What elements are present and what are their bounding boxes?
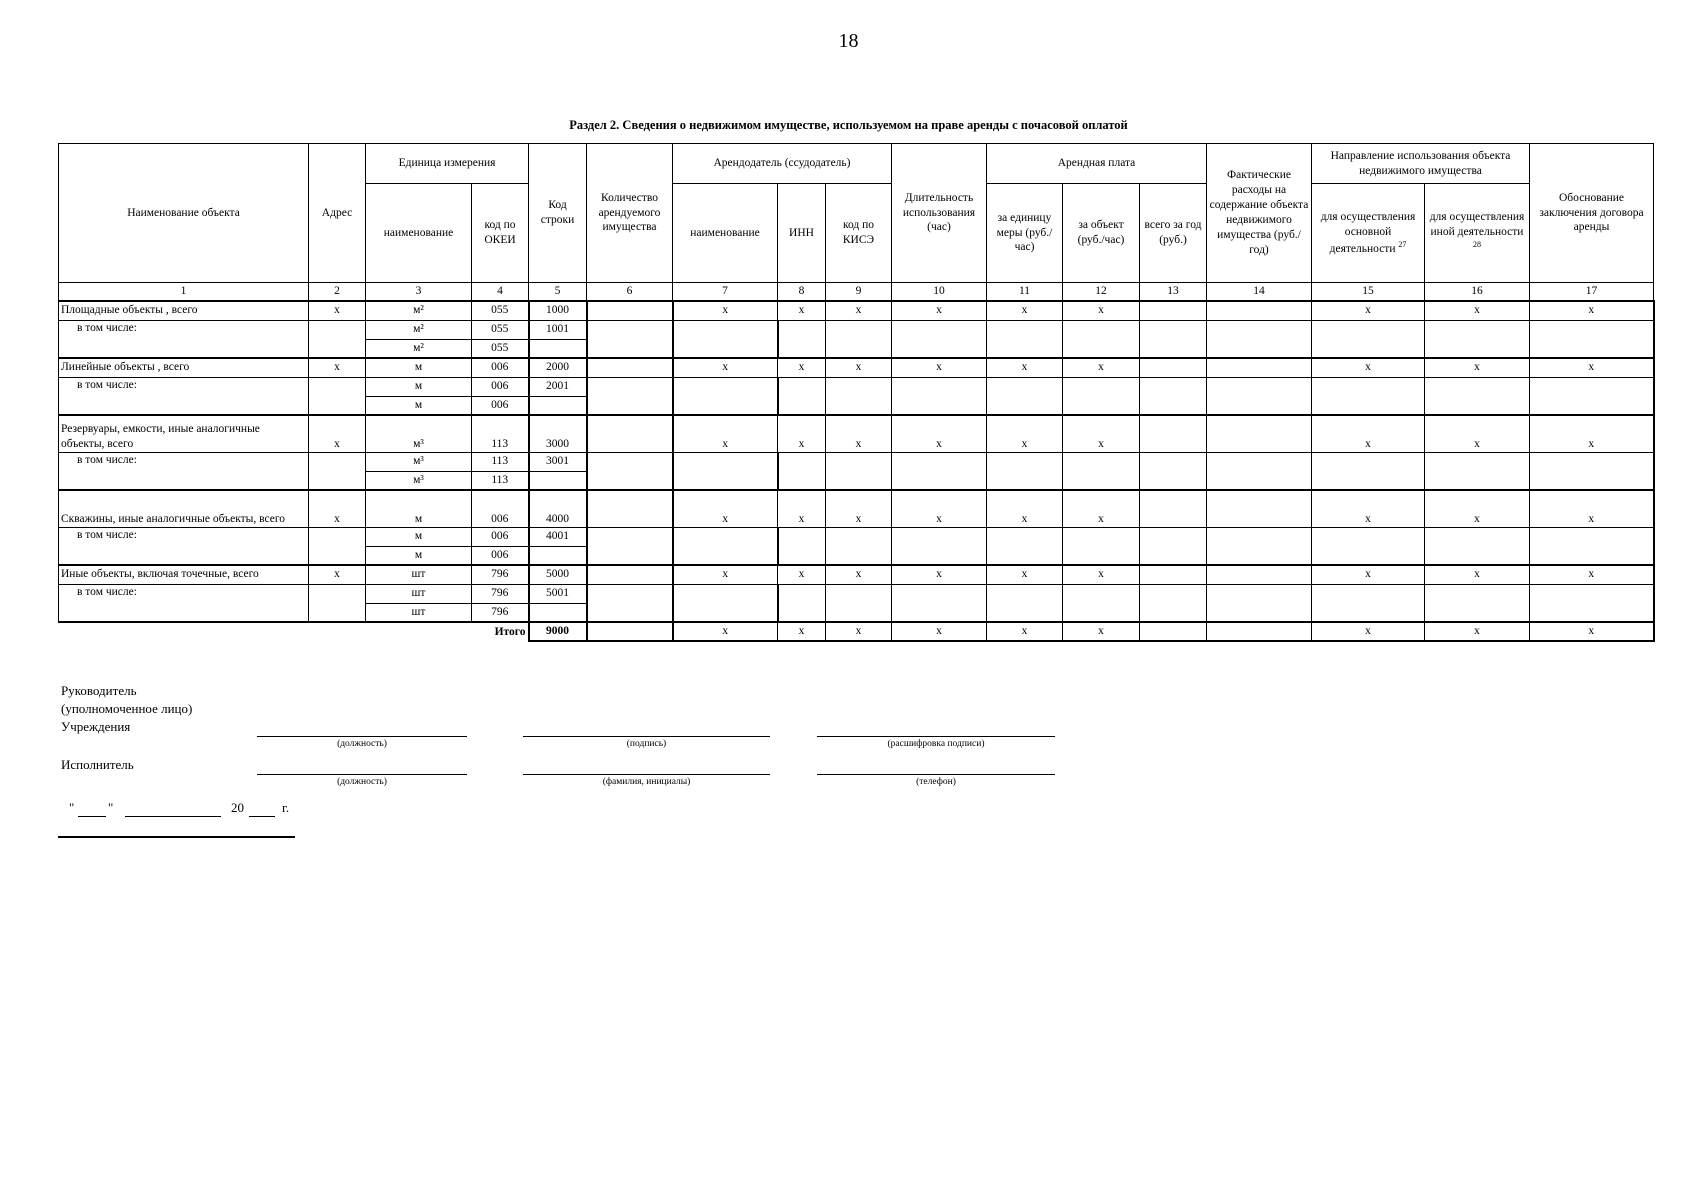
total-direction-main: x xyxy=(1312,622,1425,641)
column-number-10: 10 xyxy=(892,283,987,302)
row-rent-per-object: x xyxy=(1063,490,1140,527)
row-direction-other[interactable] xyxy=(1425,452,1530,490)
row-okei: 006 xyxy=(472,377,529,396)
row-direction-main[interactable] xyxy=(1312,527,1425,565)
row-lessor-name: x xyxy=(673,415,778,452)
row-actual-costs[interactable] xyxy=(1207,584,1312,622)
row-code: 5001 xyxy=(529,584,587,603)
row-direction-other: x xyxy=(1425,358,1530,377)
row-okei: 796 xyxy=(472,565,529,584)
row-rent-per-year[interactable] xyxy=(1140,377,1207,415)
row-direction-other[interactable] xyxy=(1425,320,1530,358)
row-address: x xyxy=(309,565,366,584)
row-quantity[interactable] xyxy=(587,565,673,584)
row-okei: 006 xyxy=(472,546,529,565)
header-rent-per-object: за объект (руб./час) xyxy=(1063,184,1140,283)
row-okei: 006 xyxy=(472,396,529,415)
executor-position-line xyxy=(257,774,467,775)
row-unit: шт xyxy=(366,565,472,584)
row-code[interactable] xyxy=(529,603,587,622)
row-name: Линейные объекты , всего xyxy=(59,358,309,377)
row-unit: м xyxy=(366,527,472,546)
row-direction-main: x xyxy=(1312,358,1425,377)
row-including-label: в том числе: xyxy=(59,320,309,358)
row-code[interactable] xyxy=(529,546,587,565)
footnote-27: 27 xyxy=(1398,239,1407,249)
row-code: 1000 xyxy=(529,301,587,320)
header-lessor-name: наименование xyxy=(673,184,778,283)
row-inn[interactable] xyxy=(778,584,826,622)
section-title: Раздел 2. Сведения о недвижимом имуществе, используемом на праве аренды с почасовой оплатой xyxy=(569,118,1128,132)
row-direction-main[interactable] xyxy=(1312,320,1425,358)
header-object-name: Наименование объекта xyxy=(59,144,309,283)
total-inn: x xyxy=(778,622,826,641)
row-inn[interactable] xyxy=(778,452,826,490)
row-code[interactable] xyxy=(529,339,587,358)
row-inn: x xyxy=(778,415,826,452)
row-actual-costs[interactable] xyxy=(1207,490,1312,527)
row-rent-per-object: x xyxy=(1063,415,1140,452)
row-rent-per-year[interactable] xyxy=(1140,452,1207,490)
total-quantity[interactable] xyxy=(587,622,673,641)
executor-position-caption: (должность) xyxy=(337,777,387,787)
row-okei: 006 xyxy=(472,358,529,377)
row-okei: 055 xyxy=(472,339,529,358)
row-lessor-name[interactable] xyxy=(673,452,778,490)
total-rent-per-unit: x xyxy=(987,622,1063,641)
row-actual-costs[interactable] xyxy=(1207,320,1312,358)
row-direction-other: x xyxy=(1425,301,1530,320)
column-number-6: 6 xyxy=(587,283,673,302)
executor-name-caption: (фамилия, инициалы) xyxy=(602,777,691,787)
row-duration[interactable] xyxy=(892,320,987,358)
head-label-2: (уполномоченное лицо) xyxy=(61,701,193,716)
row-rent-per-unit[interactable] xyxy=(987,584,1063,622)
total-actual-costs[interactable] xyxy=(1207,622,1312,641)
row-address[interactable] xyxy=(309,584,366,622)
total-lessor-name: x xyxy=(673,622,778,641)
row-lessor-name: x xyxy=(673,565,778,584)
total-kise: x xyxy=(826,622,892,641)
column-number-9: 9 xyxy=(826,283,892,302)
row-unit: м² xyxy=(366,301,472,320)
row-unit: м³ xyxy=(366,415,472,452)
row-unit: м xyxy=(366,358,472,377)
column-number-12: 12 xyxy=(1063,283,1140,302)
row-direction-other: x xyxy=(1425,490,1530,527)
header-line-code: Код строки xyxy=(529,144,587,283)
property-table xyxy=(58,143,1655,642)
row-inn: x xyxy=(778,490,826,527)
row-lessor-name: x xyxy=(673,358,778,377)
head-decoding-line xyxy=(817,736,1055,737)
table-row-including-4001 xyxy=(59,527,1654,546)
row-direction-main: x xyxy=(1312,565,1425,584)
row-okei: 796 xyxy=(472,603,529,622)
row-direction-main[interactable] xyxy=(1312,452,1425,490)
row-rent-per-object[interactable] xyxy=(1063,320,1140,358)
row-rent-per-object: x xyxy=(1063,565,1140,584)
header-duration: Длительность использования (час) xyxy=(892,144,987,283)
row-quantity[interactable] xyxy=(587,320,673,358)
row-rent-per-unit: x xyxy=(987,358,1063,377)
column-number-3: 3 xyxy=(366,283,472,302)
row-basis: x xyxy=(1530,358,1654,377)
row-kise[interactable] xyxy=(826,452,892,490)
row-basis[interactable] xyxy=(1530,584,1654,622)
row-duration: x xyxy=(892,565,987,584)
row-including-label: в том числе: xyxy=(59,584,309,622)
header-inn: ИНН xyxy=(778,184,826,283)
header-rent-per-year: всего за год (руб.) xyxy=(1140,184,1207,283)
row-rent-per-object[interactable] xyxy=(1063,377,1140,415)
table-row-grand-total xyxy=(59,622,1654,641)
row-rent-per-unit: x xyxy=(987,490,1063,527)
column-number-14: 14 xyxy=(1207,283,1312,302)
row-direction-main: x xyxy=(1312,415,1425,452)
total-rent-per-object: x xyxy=(1063,622,1140,641)
table-row-total-4000 xyxy=(59,490,1654,527)
row-kise: x xyxy=(826,415,892,452)
row-duration[interactable] xyxy=(892,377,987,415)
column-number-8: 8 xyxy=(778,283,826,302)
row-code: 1001 xyxy=(529,320,587,339)
row-direction-other: x xyxy=(1425,565,1530,584)
row-unit: м² xyxy=(366,320,472,339)
row-inn[interactable] xyxy=(778,320,826,358)
row-direction-other: x xyxy=(1425,415,1530,452)
row-code: 2001 xyxy=(529,377,587,396)
column-number-13: 13 xyxy=(1140,283,1207,302)
row-duration: x xyxy=(892,301,987,320)
row-okei: 113 xyxy=(472,415,529,452)
date-quote-close: " xyxy=(108,800,114,815)
column-number-15: 15 xyxy=(1312,283,1425,302)
row-okei: 796 xyxy=(472,584,529,603)
header-actual-costs: Фактические расходы на содержание объекта недвижимого имущества (руб./год) xyxy=(1207,144,1312,283)
row-unit: м xyxy=(366,490,472,527)
row-unit: м xyxy=(366,546,472,565)
header-direction-main xyxy=(1312,184,1425,283)
total-label: Итого xyxy=(59,622,529,641)
date-year-prefix: 20 xyxy=(231,800,244,815)
table-row-including-3001 xyxy=(59,452,1654,471)
row-rent-per-year[interactable] xyxy=(1140,565,1207,584)
row-quantity[interactable] xyxy=(587,584,673,622)
row-kise[interactable] xyxy=(826,584,892,622)
head-position-caption: (должность) xyxy=(337,739,387,749)
header-direction-other-text: для осуществления иной деятельности xyxy=(1429,210,1525,238)
row-basis[interactable] xyxy=(1530,527,1654,565)
row-including-label: в том числе: xyxy=(59,452,309,490)
row-lessor-name[interactable] xyxy=(673,527,778,565)
column-number-5: 5 xyxy=(529,283,587,302)
row-quantity[interactable] xyxy=(587,415,673,452)
row-name: Резервуары, емкости, иные аналогичные объекты, всего xyxy=(59,415,309,452)
page-number: 18 xyxy=(838,30,859,52)
row-duration: x xyxy=(892,358,987,377)
row-quantity[interactable] xyxy=(587,377,673,415)
column-number-7: 7 xyxy=(673,283,778,302)
date-month-line xyxy=(125,816,221,817)
table-row-total-3000 xyxy=(59,415,1654,452)
column-number-11: 11 xyxy=(987,283,1063,302)
header-unit-name: наименование xyxy=(366,184,472,283)
row-including-label: в том числе: xyxy=(59,527,309,565)
row-rent-per-unit[interactable] xyxy=(987,452,1063,490)
row-basis: x xyxy=(1530,301,1654,320)
row-basis[interactable] xyxy=(1530,377,1654,415)
row-inn[interactable] xyxy=(778,377,826,415)
table-row-total-5000 xyxy=(59,565,1654,584)
table-row-including-5001 xyxy=(59,584,1654,603)
row-code[interactable] xyxy=(529,471,587,490)
row-code: 3001 xyxy=(529,452,587,471)
row-address[interactable] xyxy=(309,377,366,415)
column-number-2: 2 xyxy=(309,283,366,302)
row-rent-per-unit: x xyxy=(987,565,1063,584)
row-inn: x xyxy=(778,565,826,584)
row-name: Иные объекты, включая точечные, всего xyxy=(59,565,309,584)
row-lessor-name[interactable] xyxy=(673,377,778,415)
row-inn[interactable] xyxy=(778,527,826,565)
row-unit: м³ xyxy=(366,452,472,471)
row-rent-per-object[interactable] xyxy=(1063,452,1140,490)
row-address[interactable] xyxy=(309,320,366,358)
row-duration: x xyxy=(892,490,987,527)
row-okei: 113 xyxy=(472,471,529,490)
head-label-3: Учреждения xyxy=(61,719,131,734)
row-unit: м² xyxy=(366,339,472,358)
row-actual-costs[interactable] xyxy=(1207,377,1312,415)
row-quantity[interactable] xyxy=(587,527,673,565)
column-number-row xyxy=(59,283,1654,302)
row-kise[interactable] xyxy=(826,320,892,358)
total-code: 9000 xyxy=(529,622,587,641)
row-actual-costs[interactable] xyxy=(1207,358,1312,377)
row-name: Скважины, иные аналогичные объекты, всего xyxy=(59,490,309,527)
column-number-17: 17 xyxy=(1530,283,1654,302)
footnote-28: 28 xyxy=(1473,239,1481,249)
row-basis: x xyxy=(1530,565,1654,584)
row-actual-costs[interactable] xyxy=(1207,301,1312,320)
row-kise[interactable] xyxy=(826,527,892,565)
row-including-label: в том числе: xyxy=(59,377,309,415)
header-okei-code: код по ОКЕИ xyxy=(472,184,529,283)
row-basis[interactable] xyxy=(1530,320,1654,358)
row-direction-other[interactable] xyxy=(1425,527,1530,565)
row-actual-costs[interactable] xyxy=(1207,415,1312,452)
row-direction-main: x xyxy=(1312,301,1425,320)
row-kise: x xyxy=(826,301,892,320)
table-row-total-1000 xyxy=(59,301,1654,320)
row-kise: x xyxy=(826,565,892,584)
head-signature-line xyxy=(523,736,770,737)
row-rent-per-unit: x xyxy=(987,415,1063,452)
row-inn: x xyxy=(778,301,826,320)
header-rent-per-unit: за единицу меры (руб./час) xyxy=(987,184,1063,283)
head-decoding-caption: (расшифровка подписи) xyxy=(887,739,985,749)
row-rent-per-unit[interactable] xyxy=(987,377,1063,415)
date-day-line xyxy=(78,816,106,817)
row-address: x xyxy=(309,490,366,527)
row-lessor-name: x xyxy=(673,301,778,320)
table-row-total-2000 xyxy=(59,358,1654,377)
date-quote-open: " xyxy=(69,800,75,815)
executor-phone-caption: (телефон) xyxy=(916,777,956,787)
row-code: 3000 xyxy=(529,415,587,452)
row-address: x xyxy=(309,358,366,377)
header-quantity: Количество арендуемого имущества xyxy=(587,144,673,283)
row-direction-other[interactable] xyxy=(1425,377,1530,415)
row-rent-per-year[interactable] xyxy=(1140,320,1207,358)
row-inn: x xyxy=(778,358,826,377)
row-direction-main[interactable] xyxy=(1312,584,1425,622)
row-code[interactable] xyxy=(529,396,587,415)
row-rent-per-year[interactable] xyxy=(1140,301,1207,320)
row-address: x xyxy=(309,415,366,452)
row-lessor-name[interactable] xyxy=(673,320,778,358)
row-kise[interactable] xyxy=(826,377,892,415)
total-basis: x xyxy=(1530,622,1654,641)
total-duration: x xyxy=(892,622,987,641)
row-rent-per-object[interactable] xyxy=(1063,527,1140,565)
row-rent-per-unit: x xyxy=(987,301,1063,320)
head-label-1: Руководитель xyxy=(61,683,137,698)
column-number-4: 4 xyxy=(472,283,529,302)
row-unit: м³ xyxy=(366,471,472,490)
row-lessor-name[interactable] xyxy=(673,584,778,622)
date-year-line xyxy=(249,816,275,817)
row-rent-per-year[interactable] xyxy=(1140,527,1207,565)
row-rent-per-object[interactable] xyxy=(1063,584,1140,622)
row-basis: x xyxy=(1530,415,1654,452)
row-rent-per-year[interactable] xyxy=(1140,358,1207,377)
header-rent-group: Арендная плата xyxy=(987,144,1207,184)
header-direction-group: Направление использования объекта недвижимого имущества xyxy=(1312,144,1530,184)
row-direction-other[interactable] xyxy=(1425,584,1530,622)
row-rent-per-unit[interactable] xyxy=(987,527,1063,565)
row-okei: 006 xyxy=(472,490,529,527)
row-code: 5000 xyxy=(529,565,587,584)
head-signature-caption: (подпись) xyxy=(626,739,667,749)
row-rent-per-year[interactable] xyxy=(1140,584,1207,622)
header-direction-other xyxy=(1425,184,1530,283)
row-direction-main[interactable] xyxy=(1312,377,1425,415)
row-address: x xyxy=(309,301,366,320)
header-basis: Обоснование заключения договора аренды xyxy=(1530,144,1654,283)
row-quantity[interactable] xyxy=(587,301,673,320)
executor-phone-line xyxy=(817,774,1055,775)
total-direction-other: x xyxy=(1425,622,1530,641)
row-actual-costs[interactable] xyxy=(1207,452,1312,490)
executor-label: Исполнитель xyxy=(61,757,134,772)
row-unit: м xyxy=(366,377,472,396)
row-basis: x xyxy=(1530,490,1654,527)
row-duration: x xyxy=(892,415,987,452)
header-unit-group: Единица измерения xyxy=(366,144,529,184)
executor-name-line xyxy=(523,774,770,775)
row-basis[interactable] xyxy=(1530,452,1654,490)
row-name: Площадные объекты , всего xyxy=(59,301,309,320)
row-direction-main: x xyxy=(1312,490,1425,527)
header-address: Адрес xyxy=(309,144,366,283)
row-actual-costs[interactable] xyxy=(1207,527,1312,565)
row-okei: 055 xyxy=(472,320,529,339)
row-code: 4001 xyxy=(529,527,587,546)
table-row-including-2001 xyxy=(59,377,1654,396)
date-year-suffix: г. xyxy=(282,800,290,815)
total-rent-per-year[interactable] xyxy=(1140,622,1207,641)
row-rent-per-object: x xyxy=(1063,358,1140,377)
row-duration[interactable] xyxy=(892,527,987,565)
header-direction-main-text: для осуществления основной деятельности xyxy=(1320,210,1416,255)
row-address[interactable] xyxy=(309,452,366,490)
row-okei: 006 xyxy=(472,527,529,546)
row-kise: x xyxy=(826,490,892,527)
row-lessor-name: x xyxy=(673,490,778,527)
header-kise-code: код по КИСЭ xyxy=(826,184,892,283)
row-quantity[interactable] xyxy=(587,490,673,527)
row-kise: x xyxy=(826,358,892,377)
table-row-including-1001 xyxy=(59,320,1654,339)
row-rent-per-object: x xyxy=(1063,301,1140,320)
row-unit: шт xyxy=(366,603,472,622)
row-rent-per-year[interactable] xyxy=(1140,490,1207,527)
row-unit: шт xyxy=(366,584,472,603)
row-okei: 113 xyxy=(472,452,529,471)
row-address[interactable] xyxy=(309,527,366,565)
row-duration[interactable] xyxy=(892,452,987,490)
column-number-16: 16 xyxy=(1425,283,1530,302)
row-code: 2000 xyxy=(529,358,587,377)
column-number-1: 1 xyxy=(59,283,309,302)
row-code: 4000 xyxy=(529,490,587,527)
row-quantity[interactable] xyxy=(587,452,673,490)
row-actual-costs[interactable] xyxy=(1207,565,1312,584)
row-unit: м xyxy=(366,396,472,415)
head-position-line xyxy=(257,736,467,737)
row-okei: 055 xyxy=(472,301,529,320)
row-rent-per-unit[interactable] xyxy=(987,320,1063,358)
row-rent-per-year[interactable] xyxy=(1140,415,1207,452)
date-underline xyxy=(58,836,295,838)
header-lessor-group: Арендодатель (ссудодатель) xyxy=(673,144,892,184)
row-quantity[interactable] xyxy=(587,358,673,377)
row-duration[interactable] xyxy=(892,584,987,622)
